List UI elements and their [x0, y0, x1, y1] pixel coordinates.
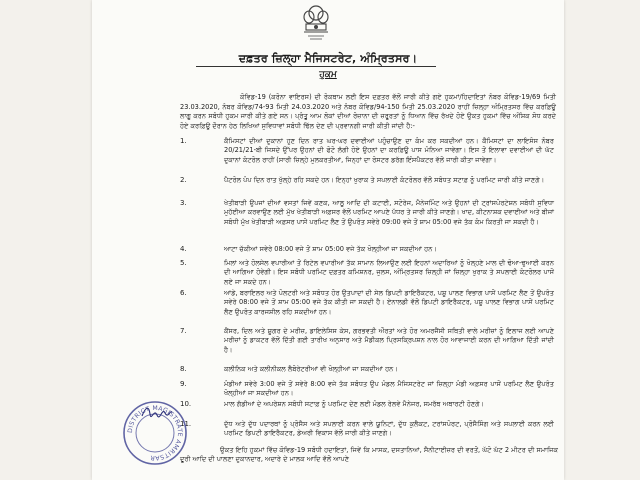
signature [140, 404, 174, 420]
item-text: ਮਾਲ ਗੱਡੀਆਂ ਦੇ ਅਪਰੇਸ਼ਨ ਸਬੰਧੀ ਸਟਾਫ਼ ਨੂੰ ਪਰਮਿਟ ਦੇਣ ਲਈ ਮੰਡਲ ਰੇਲਵੇ ਮੈਨੇਜਰ, ਸਮਰੱਥ ਅਥਾਰਟੀ ਹੋਣਗੇ। [224, 400, 485, 408]
order-title: ਹੁਕਮ [319, 70, 337, 80]
office-heading: ਦਫ਼ਤਰ ਜ਼ਿਲ੍ਹਾ ਮੈਜਿਸਟਰੇਟ, ਅੰਮ੍ਰਿਤਸਰ। [238, 52, 418, 65]
item-number: 7. [180, 327, 187, 335]
item-number: 5. [180, 259, 187, 267]
item-number: 11. [180, 420, 192, 428]
item-text: ਮਿਲਾਂ ਅਤੇ ਹੋਲਸੇਲ ਵਪਾਰੀਆਂ ਤੋਂ ਰਿਟੇਲ ਵਪਾਰੀਆਂ ਤੱਕ ਸਾਮਾਨ ਲਿਆਉਣ ਲਈ ਇਹਨਾਂ ਅਦਾਰਿਆਂ ਨੂੰ ਖੋਲ੍ਹਣੇ ਮਾਲ ਦੀ ਢੋਆ-ਢੁਆਈ ਕਰਨ ਦੀ ਆਗਿਆ ਹੋਵੇਗੀ। ਇਸ ਸਬੰਧੀ ਪਰਮਿਟ ਦਫ਼ਤਰ ਕਮਿਸ਼ਨਰ, ਜੁਲਸ, ਅੰਮ੍ਰਿਤਸਰ ਜ਼ਿਲ੍ਹੀ ਜਾਂ ਜ਼ਿਲ੍ਹਾ ਖੁਰਾਕ ਤੇ ਸਪਲਾਈ ਕੰਟਰੋਲਰ ਪਾਸੋਂ ਲਏ ਜਾ ਸਕਦੇ ਹਨ। [224, 259, 554, 286]
item-text: ਮੰਡੀਆਂ ਸਵੇਰੇ 3:00 ਵਜੇ ਤੋਂ ਸਵੇਰੇ 8:00 ਵਜੇ ਤੱਕ ਸਬੰਧਤ ਉਪ ਮੰਡਲ ਮੈਜਿਸਟਰੇਟ ਜਾਂ ਜ਼ਿਲ੍ਹਾ ਮੰਡੀ ਅਫ਼ਸਰ ਪਾਸੋਂ ਪਰਮਿਟ ਲੈਣ ਉਪਰੰਤ ਖੋਲ੍ਹੀਆਂ ਜਾ ਸਕਦੀਆਂ ਹਨ। [224, 380, 554, 398]
heading-underline [196, 66, 436, 67]
item-number: 4. [180, 245, 187, 253]
svg-text:DISTRICT MAGISTRATE AMRITSAR: DISTRICT MAGISTRATE AMRITSAR [126, 404, 184, 462]
item-number: 1. [180, 137, 187, 145]
item-number: 8. [180, 365, 187, 373]
item-text: ਆਂਡੇ, ਬਰਾਇਲਰ ਅਤੇ ਪੋਲਟਰੀ ਅਤੇ ਸਬੰਧਤ ਹੋਰ ਉਤਪਾਦਾਂ ਦੀ ਸੇਲ ਡਿਪਟੀ ਡਾਇਰੈਕਟਰ, ਪਸ਼ੂ ਪਾਲਣ ਵਿਭਾਗ ਪਾਸੋਂ ਪਰਮਿਟ ਲੈਣ ਤੋਂ ਉਪਰੰਤ ਸਵੇਰੇ 08:00 ਵਜੇ ਤੋਂ ਸ਼ਾਮ 05:00 ਵਜੇ ਤੱਕ ਕੀਤੀ ਜਾ ਸਕਦੀ ਹੈ। ਏਨਾਲਡੀ ਵੱਲੋਂ ਡਿਪਟੀ ਡਾਇਰੈਕਟਰ, ਪਸ਼ੂ ਪਾਲਣ ਵਿਭਾਗ ਪਾਸੋਂ ਪਰਮਿਟ ਲੈਣ ਉਪਰੰਤ ਕਾਰਜਸ਼ੀਲ ਰਹਿ ਸਕਦੀਆਂ ਹਨ। [224, 289, 554, 316]
item-text: ਕੈਂਸਰ, ਦਿਲ ਅਤੇ ਸ਼ੂਗਰ ਦੇ ਮਰੀਜ਼, ਡਾਇਲੇਸਿਸ ਕੇਸ, ਗਰਭਵਤੀ ਔਰਤਾਂ ਅਤੇ ਹੋਰ ਅਮਰਜੈਂਸੀ ਸਥਿਤੀ ਵਾਲੇ ਮਰੀਜ਼ਾਂ ਨੂੰ ਇਲਾਜ ਲਈ ਆਪਣੇ ਮਰੀਜ਼ਾਂ ਨੂੰ ਡਾਕਟਰ ਵੱਲੋਂ ਦਿੱਤੀ ਗਈ ਤਾਰੀਖ ਅਨੁਸਾਰ ਅਤੇ ਮੈਡੀਕਲ ਪ੍ਰਿਸਕ੍ਰਿਪਸ਼ਨ ਨਾਲ ਹੋਰ ਆਵਾਜਾਈ ਕਰਨ ਦੀ ਆਗਿਆ ਦਿੱਤੀ ਜਾਂਦੀ ਹੈ। [224, 327, 554, 354]
item-number: 3. [180, 199, 187, 207]
item-number: 6. [180, 289, 187, 297]
intro-text: ਕੋਵਿਡ-19 (ਕਰੋਨਾ ਵਾਇਰਸ) ਦੀ ਰੋਕਥਾਮ ਲਈ ਇਸ ਦਫ਼ਤਰ ਵੱਲੋਂ ਜਾਰੀ ਕੀਤੇ ਗਏ ਹੁਕਮਾਂ/ਹਿਦਾਇਤਾਂ ਨੰਬਰ ਕੋਵਿਡ-19/69 ਮਿਤੀ 23.03.2020, ਨੰਬਰ ਕੋਵਿਡ/74-93 ਮਿਤੀ 24.03.2020 ਅਤੇ ਨੰਬਰ ਕੋਵਿਡ/94-150 ਮਿਤੀ 25.03.2020 ਰਾਹੀਂ ਜ਼ਿਲ੍ਹਾ ਅੰਮ੍ਰਿਤਸਰ ਵਿੱਚ ਕਰਫ਼ਿਊ ਲਾਗੂ ਕਰਨ ਸਬੰਧੀ ਹੁਕਮ ਜਾਰੀ ਕੀਤੇ ਗਏ ਸਨ। ਪ੍ਰੰਤੂ ਆਮ ਲੋਕਾਂ ਦੀਆਂ ਰੋਜ਼ਾਨਾ ਦੀ ਜ਼ਰੂਰਤਾਂ ਨੂੰ ਧਿਆਨ ਵਿੱਚ ਰੱਖਦੇ ਹੋਏ ਉਕਤ ਹੁਕਮਾਂ ਵਿੱਚ ਅੰਸ਼ਿਕ ਸੋਧ ਕਰਦੇ ਹੋਏ ਕਰਫ਼ਿਊ ਦੌਰਾਨ ਹੇਠ ਲਿਖਿਆਂ ਸੁਵਿਧਾਵਾਂ ਸਬੰਧੀ ਢਿੱਲ ਦੇਣ ਦੀ ਪ੍ਰਵਾਨਗੀ ਜਾਰੀ ਕੀਤੀ ਜਾਂਦੀ ਹੈ:- [180, 93, 556, 130]
item-number: 10. [180, 400, 192, 408]
intro-paragraph [180, 93, 556, 131]
item-text: ਕਲੀਨਿਕ ਅਤੇ ਕਲੀਨੀਕਲ ਲੈਬੋਰੇਟਰੀਆਂ ਵੀ ਖੋਲ੍ਹੀਆਂ ਜਾ ਸਕਦੀਆਂ ਹਨ। [224, 365, 398, 373]
item-text: ਕੈਮਿਸਟਾਂ ਦੀਆਂ ਦੁਕਾਨਾਂ ਹੁਣ ਦਿਨ ਰਾਤ ਘਰ-ਘਰ ਦਵਾਈਆਂ ਪਹੁੰਚਾਉਣ ਦਾ ਕੰਮ ਕਰ ਸਕਦੀਆਂ ਹਨ। ਕੈਮਿਸਟਾਂ ਦਾ ਲਾਇਸੰਸ ਨੰਬਰ 20/21/21-ਬੀ ਜਿਸਦੇ ਉੱਪਰ ਉਹਨਾਂ ਦੀ ਫੋਟੋ ਲੱਗੀ ਹੋਏ ਉਹਨਾਂ ਦਾ ਕਰਫ਼ਿਊ ਪਾਸ ਮੰਨਿਆ ਜਾਵੇਗਾ। ਇਸ ਤੋਂ ਇਲਾਵਾ ਦਵਾਈਆਂ ਦੀ ਘੱਟ ਦੁਕਾਨਾਂ ਕੰਟਰੋਲ ਰਾਹੀਂ (ਸਾਰੀ ਜ਼ਿਲ੍ਹੇ ਮੁਲਕਰਤੀਆਂ, ਜਿਨ੍ਹਾਂ ਦਾ ਰੋਸਟਰ ਡਰੱਗ ਇੰਸਪੈਕਟਰ ਵੱਲੋਂ ਜਾਰੀ ਕੀਤਾ ਜਾਵੇਗਾ। [224, 137, 554, 164]
item-text: ਦੁੱਧ ਅਤੇ ਦੁੱਧ ਪਦਾਰਥਾਂ ਨੂੰ ਪ੍ਰੋਸੈਸ ਅਤੇ ਸਪਲਾਈ ਕਰਨ ਵਾਲੇ ਯੂਨਿਟਾਂ, ਦੁੱਧ ਕੁਲੈਕਟ, ਟਰਾਂਸਪੋਰਟ, ਪ੍ਰੋਸੈਸਿੰਗ ਅਤੇ ਸਪਲਾਈ ਕਰਨ ਲਈ ਪਰਮਿਟ ਡਿਪਟੀ ਡਾਇਰੈਕਟਰ, ਡੇਅਰੀ ਵਿਕਾਸ ਵੱਲੋਂ ਜਾਰੀ ਕੀਤੇ ਜਾਣਗੇ। [224, 420, 554, 438]
state-emblem-icon [298, 4, 334, 44]
footer-paragraph [180, 446, 558, 465]
item-number: 2. [180, 176, 187, 184]
item-text: ਖੇਤੀਬਾੜੀ ਉਪਜਾਂ ਦੀਆਂ ਵਸਤਾਂ ਜਿਵੇਂ ਕਣਕ, ਆਲੂ ਆਦਿ ਦੀ ਕਟਾਈ, ਸਟੋਰੇਜ, ਮੈਨੇਜਮਿੰਟ ਅਤੇ ਉਹਨਾਂ ਦੀ ਟ੍ਰਾਂਸਪੋਰਟੇਸ਼ਨ ਸਬੰਧੀ ਸੁਵਿਧਾ ਮੁਹੱਈਆ ਕਰਵਾਉਣ ਲਈ ਮੁੱਖ ਖੇਤੀਬਾੜੀ ਅਫ਼ਸਰ ਵੱਲੋਂ ਪਰਮਿਟ ਆਪਣੇ ਪੱਧਰ ਤੇ ਜਾਰੀ ਕੀਤੇ ਜਾਣਗੇ। ਖਾਦ, ਕੀਟਨਾਸ਼ਕ ਦਵਾਈਆਂ ਅਤੇ ਬੀਜਾਂ ਸਬੰਧੀ ਮੁੱਖ ਖੇਤੀਬਾੜੀ ਅਫ਼ਸਰ ਪਾਸੋਂ ਪਰਮਿਟ ਲੈਣ ਤੋਂ ਉਪਰੰਤ ਸਵੇਰੇ 09:00 ਵਜੇ ਤੋਂ ਸ਼ਾਮ 05:00 ਵਜੇ ਤੱਕ ਕੰਮ ਕਿਰਤੀ ਜਾ ਸਕਦੀ ਹੈ। [224, 199, 554, 226]
item-text: ਆਟਾ ਚੱਕੀਆਂ ਸਵੇਰੇ 08:00 ਵਜੇ ਤੋਂ ਸ਼ਾਮ 05:00 ਵਜੇ ਤੱਕ ਖੋਲ੍ਹੀਆਂ ਜਾ ਸਕਦੀਆਂ ਹਨ। [224, 245, 437, 253]
item-number: 9. [180, 380, 187, 388]
item-text: ਪੈਟਰੋਲ ਪੰਪ ਦਿਨ ਰਾਤ ਖੁੱਲ੍ਹੇ ਰਹਿ ਸਕਦੇ ਹਨ। ਇਨ੍ਹਾਂ ਖੁਰਾਕ ਤੇ ਸਪਲਾਈ ਕੰਟਰੋਲਰ ਵੱਲੋਂ ਸਬੰਧਤ ਸਟਾਫ਼ ਨੂੰ ਪਰਮਿਟ ਜਾਰੀ ਕੀਤੇ ਜਾਣਗੇ। [224, 176, 545, 184]
footer-text: ਉਕਤ ਇਹਿ ਹੁਕਮਾਂ ਵਿੱਚ ਕੋਵਿਡ-19 ਸਬੰਧੀ ਹਦਾਇਤਾਂ, ਜਿਵੇਂ ਕਿ ਮਾਸਕ, ਦਸਤਾਨਿਆਂ, ਸੈਨੀਟਾਈਜ਼ਰ ਦੀ ਵਰਤੋਂ, ਘੱਟੋ ਘੱਟ 2 ਮੀਟਰ ਦੀ ਸਮਾਜਿਕ ਦੂਰੀ ਆਦਿ ਦੀ ਪਾਲਣਾ ਦੁਕਾਨਦਾਰ, ਅਦਾਰੇ ਦੇ ਮਾਲਕ ਆਦਿ ਵੱਲੋਂ ਆਪਣੇ [180, 446, 558, 464]
